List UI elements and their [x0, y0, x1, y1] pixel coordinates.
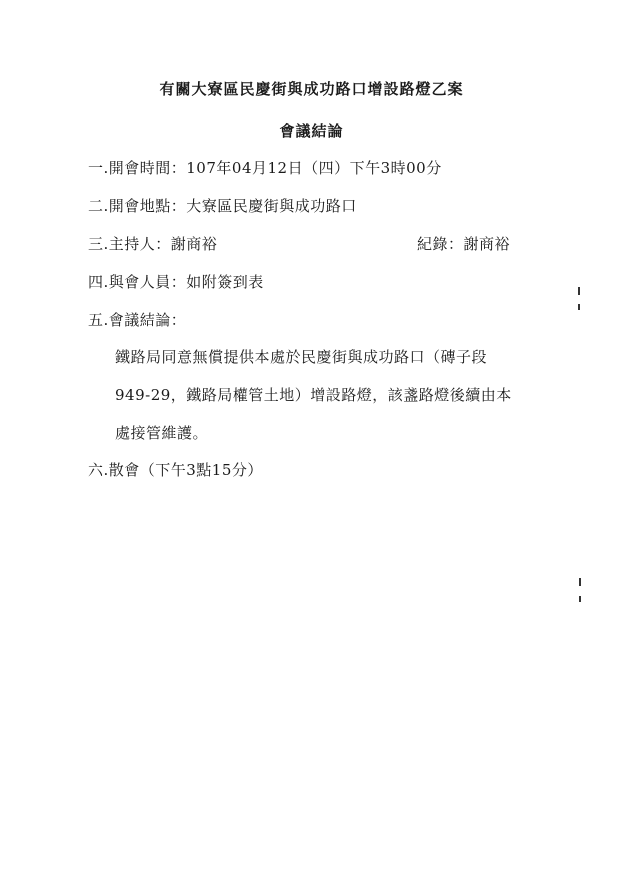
scan-mark	[578, 304, 580, 310]
meeting-time: 一.開會時間：107年04月12日（四）下午3時00分	[88, 159, 442, 177]
conclusion-line: 949-29，鐵路局權管土地）增設路燈，該盞路燈後續由本	[115, 386, 512, 404]
conclusion-line: 處接管維護。	[115, 424, 209, 442]
scan-mark	[578, 287, 580, 295]
document-subtitle: 會議結論	[279, 122, 344, 140]
meeting-conclusion-heading: 五.會議結論：	[88, 311, 187, 329]
meeting-host: 三.主持人：謝商裕	[88, 235, 218, 253]
meeting-adjourned: 六.散會（下午3點15分）	[88, 461, 263, 479]
scan-mark	[579, 596, 581, 602]
conclusion-line: 鐵路局同意無償提供本處於民慶街與成功路口（磚子段	[115, 348, 488, 366]
document-title: 有關大寮區民慶街與成功路口增設路燈乙案	[159, 80, 464, 98]
scan-mark	[579, 578, 581, 586]
meeting-recorder: 紀錄：謝商裕	[417, 235, 511, 253]
meeting-location: 二.開會地點：大寮區民慶街與成功路口	[88, 197, 357, 215]
meeting-attendees: 四.與會人員：如附簽到表	[88, 273, 264, 291]
